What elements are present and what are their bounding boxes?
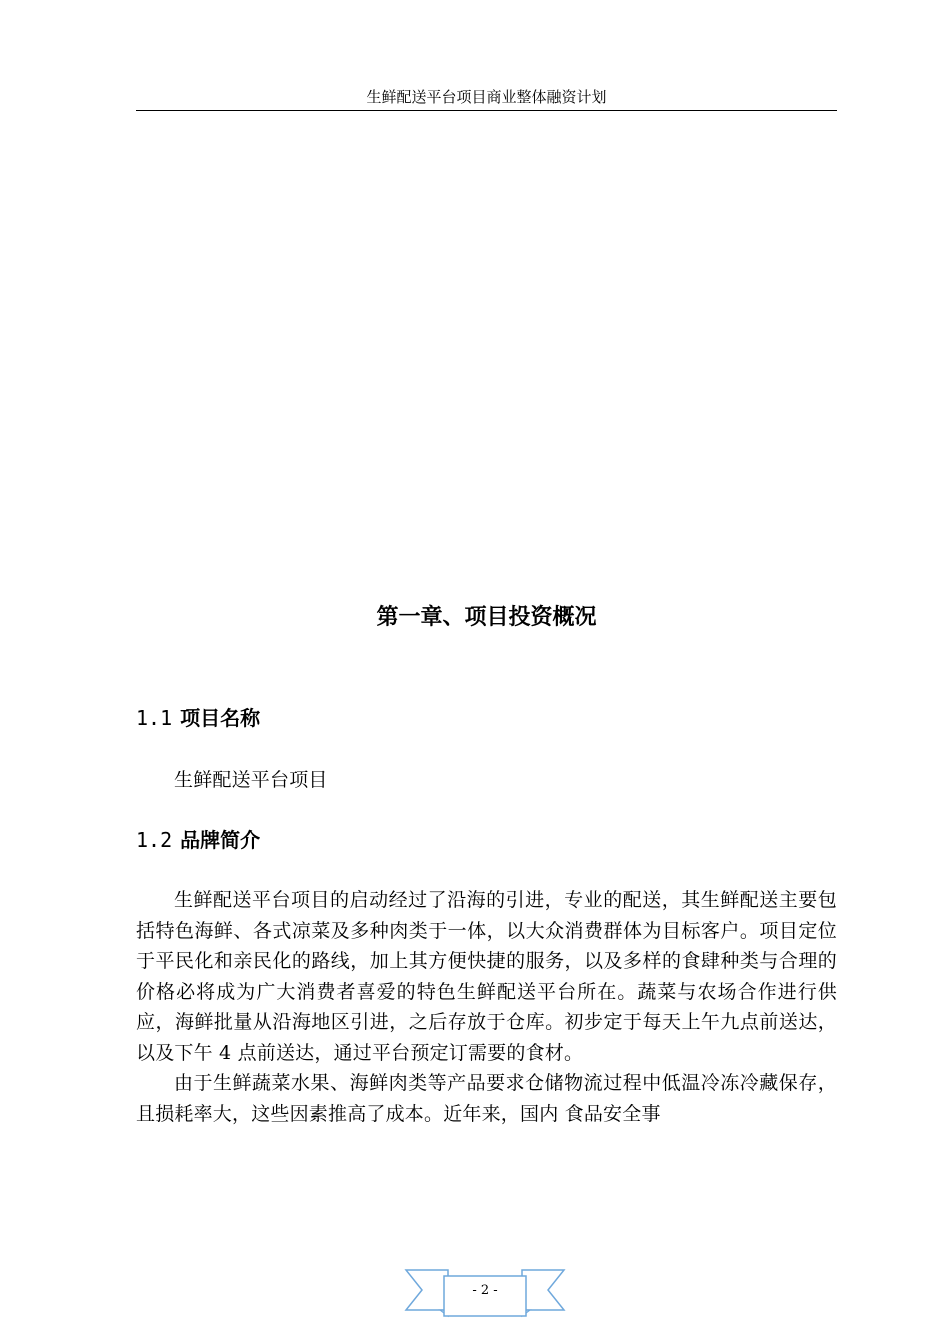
section-title: 项目名称 [180,706,261,730]
header-title: 生鲜配送平台项目商业整体融资计划 [366,88,607,106]
paragraph: 由于生鲜蔬菜水果、海鲜肉类等产品要求仓储物流过程中低温冷冻冷藏保存，且损耗率大，这些因素推高了成本。近年来，国内 食品安全事 [136,1072,837,1125]
section-title: 品牌简介 [180,828,261,852]
page-number: - 2 - [472,1283,498,1298]
brand-intro-text [136,885,837,1129]
page-header [136,84,837,111]
paragraph: 生鲜配送平台项目的启动经过了沿海的引进，专业的配送，其生鲜配送主要包括特色海鲜、各式凉菜及多种肉类于一体，以大众消费群体为目标客户。项目定位于平民化和亲民化的路线，加上其方便快捷的服务，以及多样的食肆种类与合理的价格必将成为广大消费者喜爱的特色生鲜配送平台所在。蔬菜与农场合作进行供应，海鲜批量从沿海地区引进，之后存放于仓库。初步定于每天上午九点前送达，以及下午 4 点前送达，通过平台预定订需要的食材。 [136,889,837,1064]
section-heading-1-2 [136,824,260,856]
section-number: 1.1 [136,706,173,730]
section-heading-1-1 [136,702,260,734]
page-footer [400,1262,570,1320]
section-number: 1.2 [136,828,173,852]
project-name-text [136,765,837,796]
paragraph: 生鲜配送平台项目 [174,769,328,791]
chapter-title: 第一章、项目投资概况 [376,605,597,630]
